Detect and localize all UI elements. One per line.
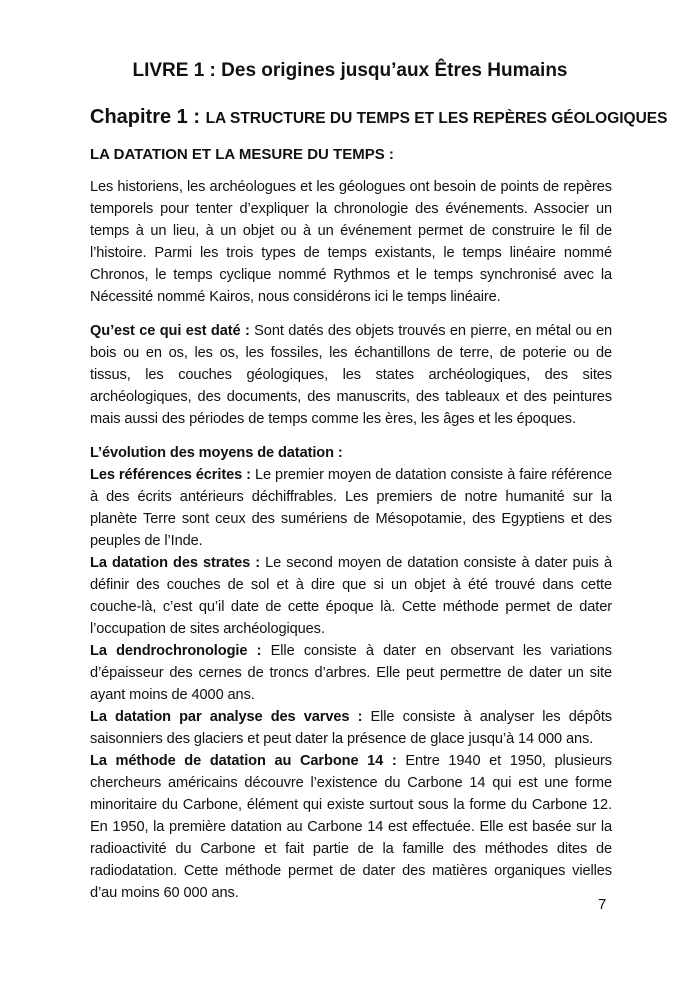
- book-title: LIVRE 1 : Des origines jusqu’aux Êtres Humains: [132, 60, 568, 81]
- method-text: Elle consiste à dater en observant les variations d’épaisseur des cernes de troncs d’arbres. Elle peut permettre de dater un site ayant moins de 4000 ans.: [90, 643, 613, 703]
- intro-paragraph: Les historiens, les archéologues et les géologues ont besoin de points de repères temporels pour tenter d’expliquer la chronologie des événements. Associer un temps à un lieu, à un objet ou à un événement permet de construire le fil de l’histoire. Parmi les trois types de temps existants, le temps linéaire nommé Chronos, le temps cyclique nommé Rythmos et le temps synchronisé avec la Nécessité nommé Kairos, nous considérons ici le temps linéaire.: [90, 179, 612, 305]
- method-label: La dendrochronologie :: [90, 643, 262, 659]
- method-paragraph: [90, 552, 612, 640]
- chapter-heading: [90, 106, 667, 129]
- method-paragraph: [90, 750, 612, 904]
- body-text: [90, 176, 612, 904]
- method-paragraph: [90, 640, 612, 706]
- method-text: Le second moyen de datation consiste à dater puis à définir des couches de sol et à dire que si un objet à été trouvé dans cette couche-là, c’est qu’il date de cette époque là. Cette méthode permet de dater l’occupation de sites archéologiques.: [90, 555, 613, 637]
- method-text: Entre 1940 et 1950, plusieurs chercheurs américains découvre l’existence du Carbone 14 qui est une forme minoritaire du Carbone, élément qui existe surtout sous la forme du Carbone 12. En 1950, la première datation au Carbone 14 est effectuée. Elle est basée sur la radioactivité du Carbone et fait partie de la famille des méthodes dites de radiodatation. Cette méthode permet de dater des matières organiques vielles d’au moins 60 000 ans.: [90, 753, 613, 901]
- method-text: Le premier moyen de datation consiste à faire référence à des écrits antérieurs déchiffrables. Les premiers de notre humanité sur la planète Terre sont ceux des sumériens de Mésopotamie, des Egyptiens et des peuples de l’Inde.: [90, 467, 612, 549]
- method-label: La méthode de datation au Carbone 14 :: [90, 753, 397, 769]
- method-label: La datation des strates :: [90, 555, 261, 571]
- chapter-label: Chapitre 1 :: [90, 106, 201, 128]
- evolution-heading: [90, 442, 612, 464]
- section-heading: LA DATATION ET LA MESURE DU TEMPS :: [90, 146, 394, 163]
- method-paragraph: [90, 464, 612, 552]
- dated-paragraph: [90, 320, 612, 430]
- dated-label: Qu’est ce qui est daté :: [90, 323, 250, 339]
- method-label: La datation par analyse des varves :: [90, 709, 363, 725]
- dated-text: Sont datés des objets trouvés en pierre, en métal ou en bois ou en os, les os, les fossiles, les échantillons de terre, de poterie ou de tissus, les couches géologiques, les states archéologiques, des sites archéologiques, des documents, des manuscrits, des tableaux et des peintures mais aussi des périodes de temps comme les ères, les âges et les époques.: [90, 323, 612, 427]
- method-text: Elle consiste à analyser les dépôts saisonniers des glaciers et peut dater la présence de glace jusqu’à 14 000 ans.: [90, 709, 612, 747]
- method-label: Les références écrites :: [90, 467, 251, 483]
- page-number: 7: [598, 896, 607, 913]
- evolution-heading-text: L’évolution des moyens de datation :: [90, 445, 343, 461]
- chapter-title: LA STRUCTURE DU TEMPS ET LES REPÈRES GÉOLOGIQUES: [205, 110, 668, 127]
- method-paragraph: [90, 706, 612, 750]
